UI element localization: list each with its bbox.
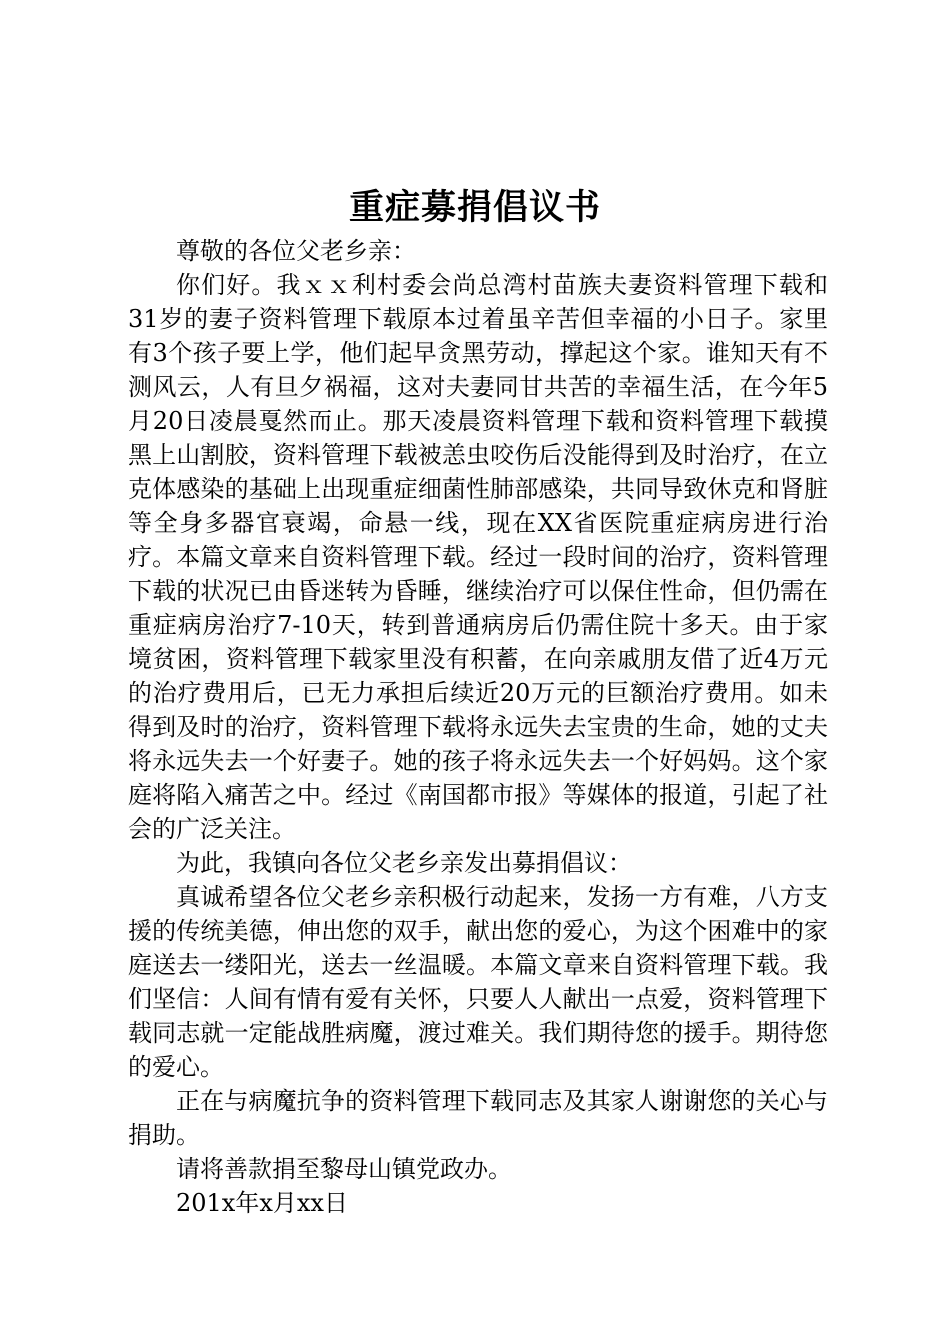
paragraph-donation-address: 请将善款捐至黎母山镇党政办。 xyxy=(176,1155,512,1183)
document-title: 重症募捐倡议书 xyxy=(348,187,601,228)
paragraph-thanks: 正在与病魔抗争的资料管理下载同志及其家人谢谢您的关心与捐助。 xyxy=(128,1087,828,1149)
document-date: 201x年x月xx日 xyxy=(176,1189,348,1217)
paragraph-initiative: 为此，我镇向各位父老乡亲发出募捐倡议： xyxy=(176,849,632,877)
paragraph-situation: 你们好。我ｘｘ利村委会尚总湾村苗族夫妻资料管理下载和31岁的妻子资料管理下载原本过着虽辛苦但幸福的小日子。家里有3个孩子要上学，他们起早贪黑劳动，撑起这个家。谁知天有不测风云，人有旦夕祸福，这对夫妻同甘共苦的幸福生活，在今年5月20日凌晨戛然而止。那天凌晨资料管理下载和资料管理下载摸黑上山割胶，资料管理下载被恙虫咬伤后没能得到及时治疗，在立克体感染的基础上出现重症细菌性肺部感染，共同导致休克和肾脏等全身多器官衰竭，命悬一线，现在XX省医院重症病房进行治疗。本篇文章来自资料管理下载。经过一段时间的治疗，资料管理下载的状况已由昏迷转为昏睡，继续治疗可以保住性命，但仍需在重症病房治疗7-10天，转到普通病房后仍需住院十多天。由于家境贫困，资料管理下载家里没有积蓄，在向亲戚朋友借了近4万元的治疗费用后，已无力承担后续近20万元的巨额治疗费用。如未得到及时的治疗，资料管理下载将永远失去宝贵的生命，她的丈夫将永远失去一个好妻子。她的孩子将永远失去一个好妈妈。这个家庭将陷入痛苦之中。经过《南国都市报》等媒体的报道，引起了社会的广泛关注。 xyxy=(128,271,828,843)
salutation: 尊敬的各位父老乡亲： xyxy=(176,237,416,265)
document-body xyxy=(128,234,828,1220)
paragraph-appeal: 真诚希望各位父老乡亲积极行动起来，发扬一方有难，八方支援的传统美德，伸出您的双手，献出您的爱心，为这个困难中的家庭送去一缕阳光，送去一丝温暖。本篇文章来自资料管理下载。我们坚信：人间有情有爱有关怀，只要人人献出一点爱，资料管理下载同志就一定能战胜病魔，渡过难关。我们期待您的援手。期待您的爱心。 xyxy=(128,883,828,1081)
